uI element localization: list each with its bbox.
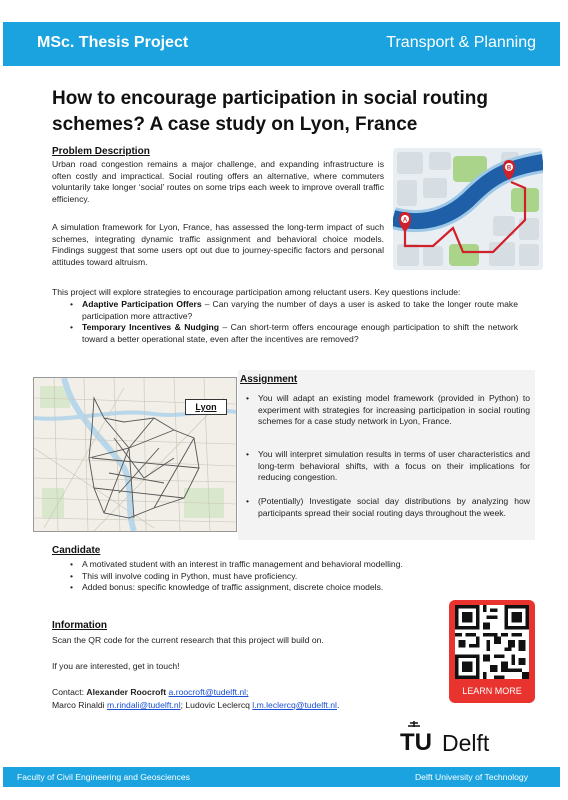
problem-paragraph-3: This project will explore strategies to encourage participation among reluctant users. Key questions include:: [52, 287, 461, 297]
qr-code-icon[interactable]: [455, 605, 529, 679]
footer-right: Delft University of Technology: [414, 772, 528, 782]
question-1-text: – Can varying the number of days a user is asked to take the longer route make participation more attractive?: [82, 299, 518, 321]
problem-paragraph-2: A simulation framework for Lyon, France, has assessed the long-term impact of such schemes, integrating dynamic traffic assignment and behavioral choice models. Findings suggest that some users opt out due to journey-specific factors and personal attitudes toward altruism.: [52, 222, 384, 267]
information-heading: Information: [52, 620, 107, 631]
header-bar: [3, 22, 560, 66]
route-map-illustration: [393, 148, 543, 270]
footer-bar: [3, 767, 560, 787]
list-item: • (Potentially) Investigate social day distributions by analyzing how participants spread their social routing days throughout the week.: [240, 496, 530, 519]
tu-delft-logo: [396, 719, 516, 759]
contact-name-2: Marco Rinaldi: [52, 700, 105, 710]
contact-label: Contact:: [52, 687, 87, 697]
header-right: Transport & Planning: [386, 34, 536, 51]
page-title: How to encourage participation in social routing schemes? A case study on Lyon, France: [52, 88, 488, 135]
email-link-1[interactable]: a.roocroft@tudelft.nl;: [168, 687, 249, 697]
email-link-2[interactable]: m.rindali@tudelft.nl: [106, 700, 181, 710]
list-item: • You will interpret simulation results in terms of user characteristics and long-term behavioral shifts, with a focus on their implications for reducing congestion.: [240, 449, 530, 484]
candidate-list: [64, 559, 464, 594]
logo-tu: TU: [400, 729, 432, 756]
assignment-list: [240, 496, 530, 519]
list-item: • This will involve coding in Python, must have proficiency.: [64, 571, 464, 583]
svg-text:B: B: [506, 165, 512, 172]
contact-name-1: Alexander Roocroft: [86, 687, 167, 697]
svg-text:A: A: [402, 217, 408, 224]
assignment-heading: Assignment: [240, 374, 298, 385]
qr-card[interactable]: [449, 600, 535, 703]
email-link-3[interactable]: l.m.leclercq@tudelft.nl: [252, 700, 337, 710]
question-2-title: Temporary Incentives & Nudging: [82, 322, 220, 332]
question-2-text: – Can short-term offers encourage enough participation to shift the network toward a better operational state, even after the incentives are removed?: [82, 322, 518, 344]
information-paragraph-1: Scan the QR code for the current research that this project will build on.: [52, 635, 324, 645]
logo-delft: Delft: [442, 730, 490, 756]
assignment-list: [240, 393, 530, 428]
map-label-lyon: Lyon: [185, 399, 227, 415]
header-left: MSc. Thesis Project: [37, 34, 189, 51]
key-questions-list: [64, 299, 518, 345]
candidate-heading: Candidate: [52, 545, 101, 556]
list-item: [64, 299, 518, 322]
list-item: • Added bonus: specific knowledge of traffic assignment, discrete choice models.: [64, 582, 438, 594]
footer-left: Faculty of Civil Engineering and Geosciences: [17, 772, 190, 782]
contact-name-3: Ludovic Leclercq: [185, 700, 250, 710]
information-paragraph-2: If you are interested, get in touch!: [52, 661, 180, 671]
problem-paragraph-1: Urban road congestion remains a major challenge, and expanding infrastructure is often costly and impractical. Social routing offers an alternative, where commuters voluntarily take longer ‘social’ routes on some trips each week to improve overall traffic efficiency.: [52, 159, 384, 204]
list-item: [64, 322, 518, 345]
assignment-list: [240, 449, 530, 484]
problem-heading: Problem Description: [52, 146, 150, 157]
contact-block: Contact: Alexander Roocroft a.roocroft@tudelft.nl; Marco Rinaldi m.rindali@tudelft.nl; Ludovic Leclercq l.m.leclercq@tudelft.nl.: [52, 687, 340, 710]
list-item: • You will adapt an existing model framework (provided in Python) to experiment with strategies for increasing participation in social routing schemes for a case study network in Lyon, France.: [240, 393, 530, 428]
question-1-title: Adaptive Participation Offers: [82, 299, 202, 309]
learn-more-label[interactable]: LEARN MORE: [462, 686, 522, 696]
list-item: • A motivated student with an interest in traffic management and behavioral modelling.: [64, 559, 464, 571]
